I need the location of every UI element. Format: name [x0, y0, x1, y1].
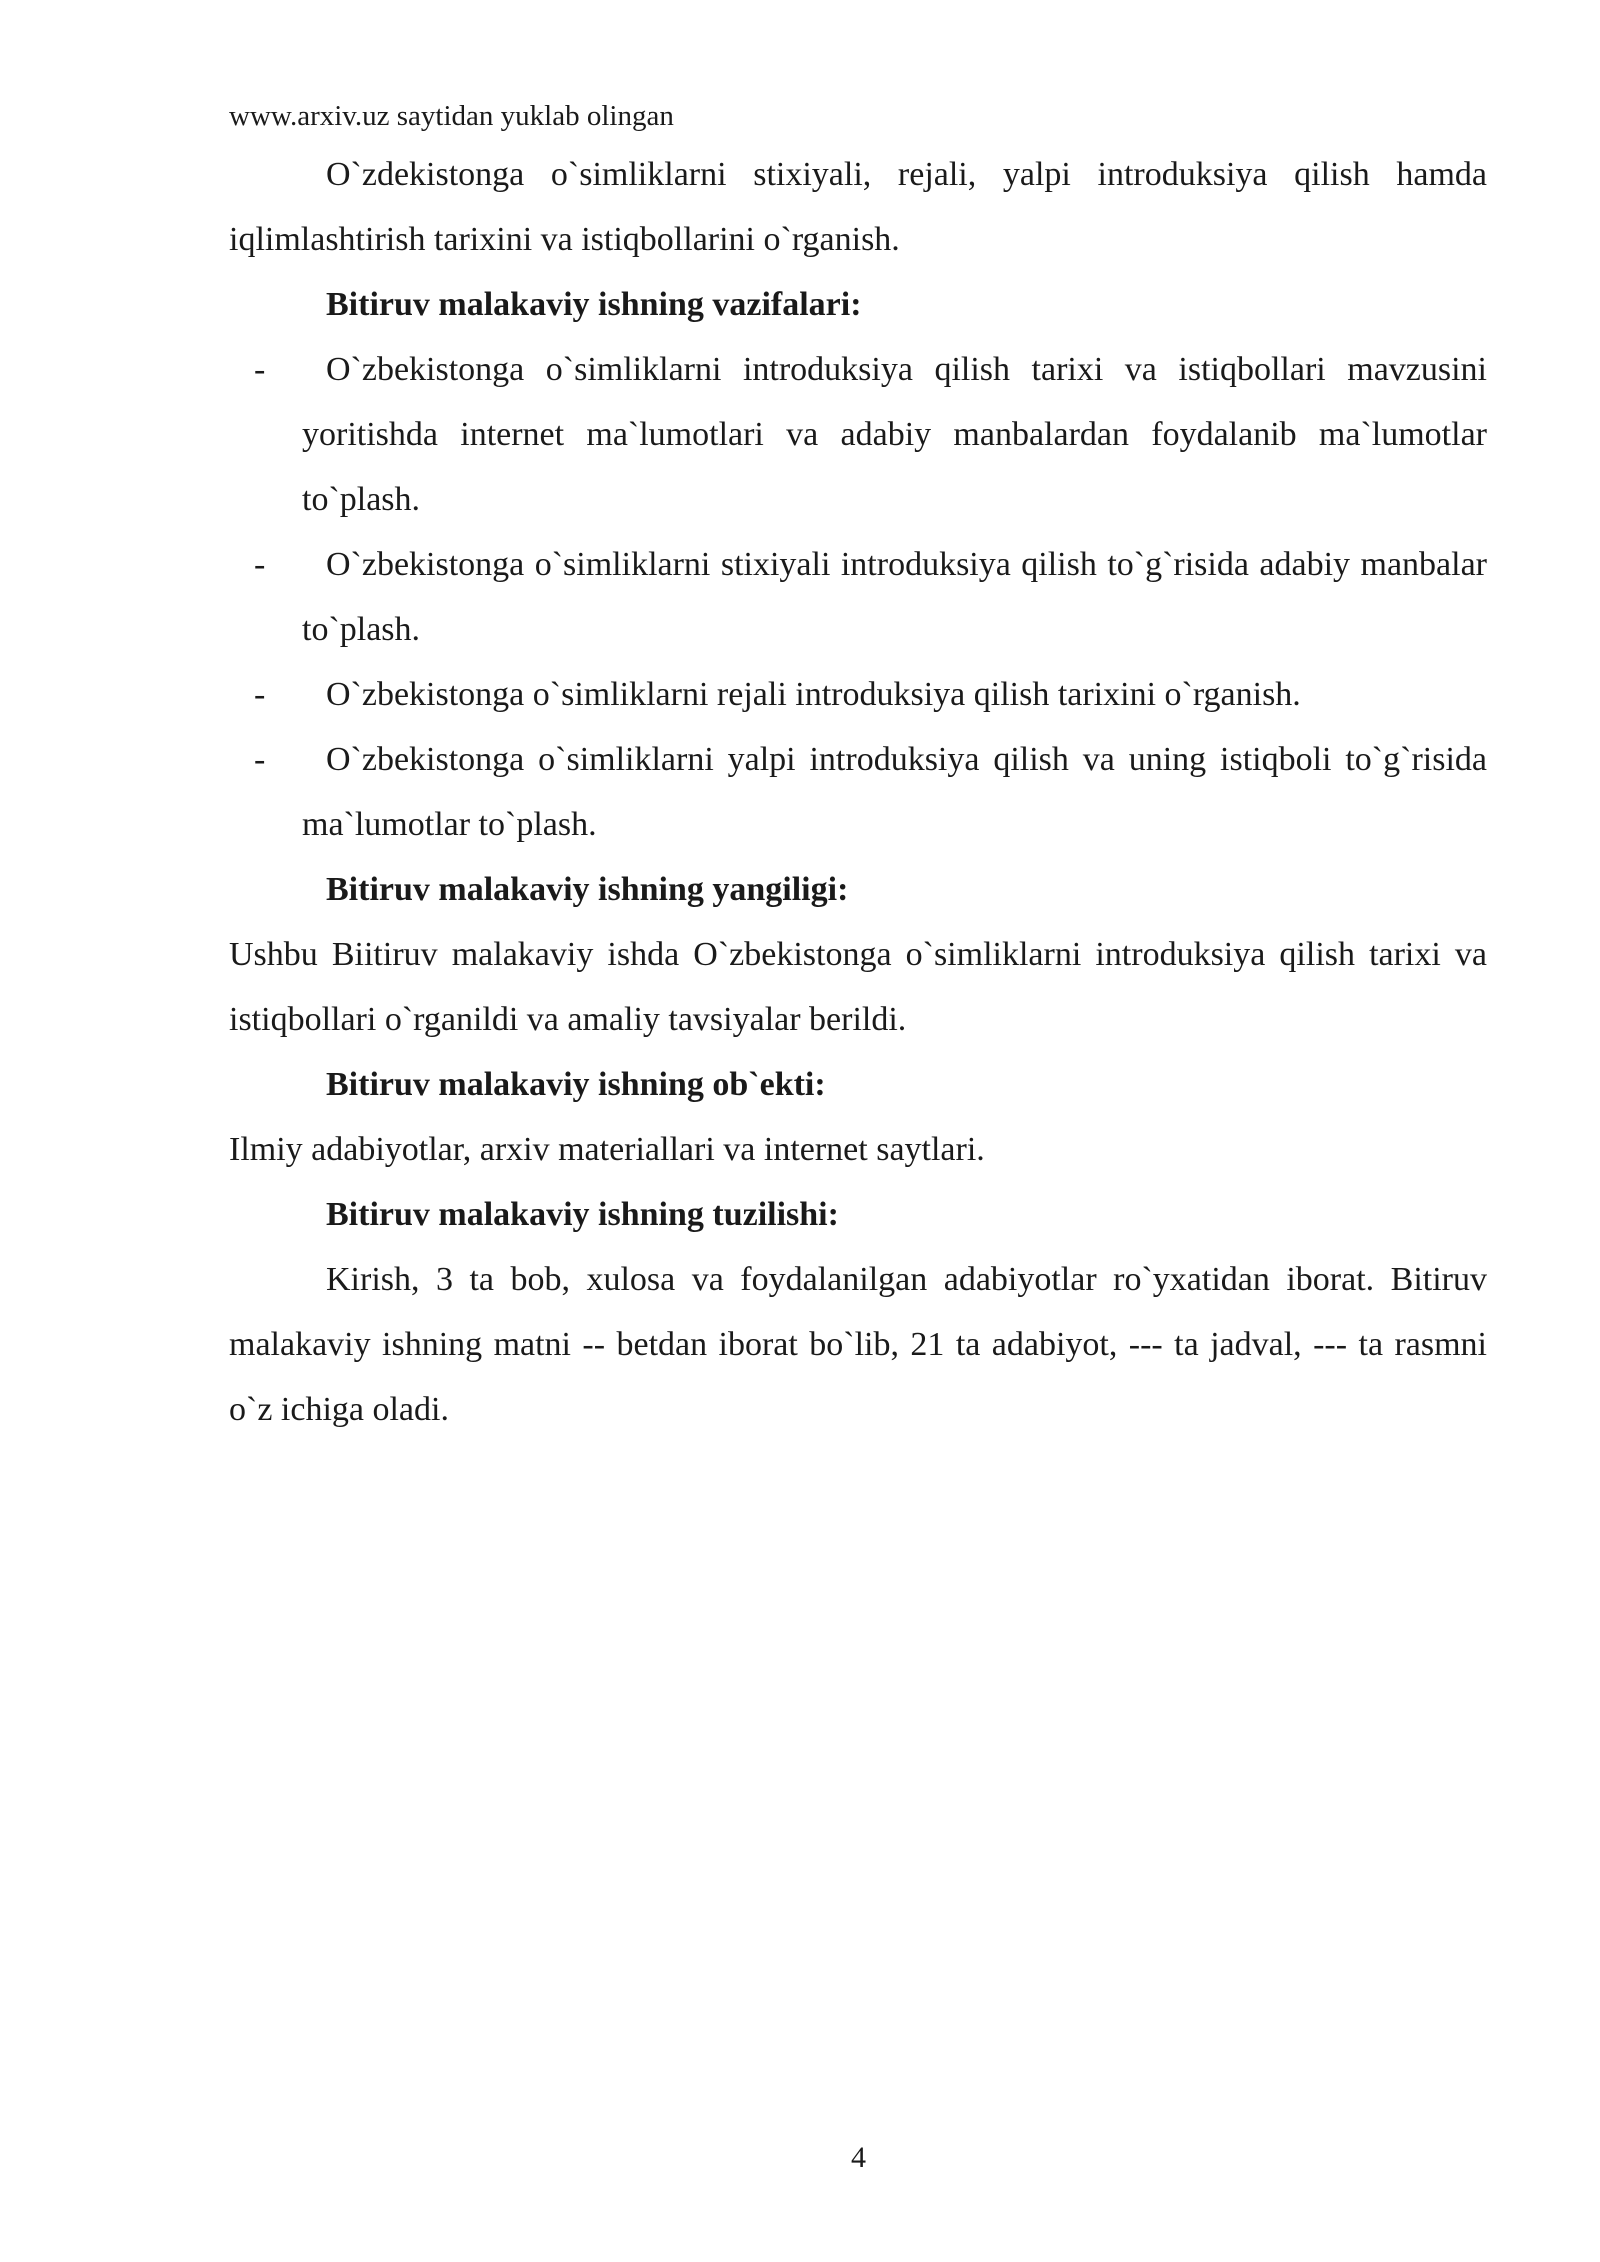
list-item-text: O`zbekistonga o`simliklarni yalpi introduksiya qilish va uning istiqboli to`g`risida ma`lumotlar to`plash. [302, 741, 1487, 843]
list-item [229, 337, 1487, 532]
page-content [229, 142, 1487, 1442]
list-dash: - [254, 546, 266, 583]
list-item-text: O`zbekistonga o`simliklarni stixiyali introduksiya qilish to`g`risida adabiy manbalar to`plash. [302, 546, 1487, 648]
novelty-heading: Bitiruv malakaviy ishning yangiligi: [326, 871, 849, 908]
list-item [229, 662, 1487, 727]
list-item-text: O`zbekistonga o`simliklarni introduksiya qilish tarixi va istiqbollari mavzusini yoritishda internet ma`lumotlari va adabiy manbalardan foydalanib ma`lumotlar to`plash. [302, 351, 1487, 518]
novelty-paragraph: Ushbu Biitiruv malakaviy ishda O`zbekistonga o`simliklarni introduksiya qilish tarixi va istiqbollari o`rganildi va amaliy tavsiyalar berildi. [229, 936, 1487, 1038]
tasks-list [229, 337, 1487, 857]
list-dash: - [254, 676, 266, 713]
list-item [229, 727, 1487, 857]
list-dash: - [254, 351, 266, 388]
tasks-heading: Bitiruv malakaviy ishning vazifalari: [326, 286, 862, 323]
object-paragraph: Ilmiy adabiyotlar, arxiv materiallari va internet saytlari. [229, 1131, 985, 1168]
page-number: 4 [851, 2141, 866, 2174]
list-item [229, 532, 1487, 662]
intro-paragraph: O`zdekistonga o`simliklarni stixiyali, rejali, yalpi introduksiya qilish hamda iqlimlashtirish tarixini va istiqbollarini o`rganish. [229, 156, 1487, 258]
list-dash: - [254, 741, 266, 778]
list-item-text: O`zbekistonga o`simliklarni rejali introduksiya qilish tarixini o`rganish. [326, 676, 1301, 713]
source-header: www.arxiv.uz saytidan yuklab olingan [229, 100, 674, 132]
object-heading: Bitiruv malakaviy ishning ob`ekti: [326, 1066, 826, 1103]
structure-heading: Bitiruv malakaviy ishning tuzilishi: [326, 1196, 839, 1233]
structure-paragraph: Kirish, 3 ta bob, xulosa va foydalanilgan adabiyotlar ro`yxatidan iborat. Bitiruv malakaviy ishning matni -- betdan iborat bo`lib, 21 ta adabiyot, --- ta jadval, --- ta rasmni o`z ichiga oladi. [229, 1261, 1487, 1428]
